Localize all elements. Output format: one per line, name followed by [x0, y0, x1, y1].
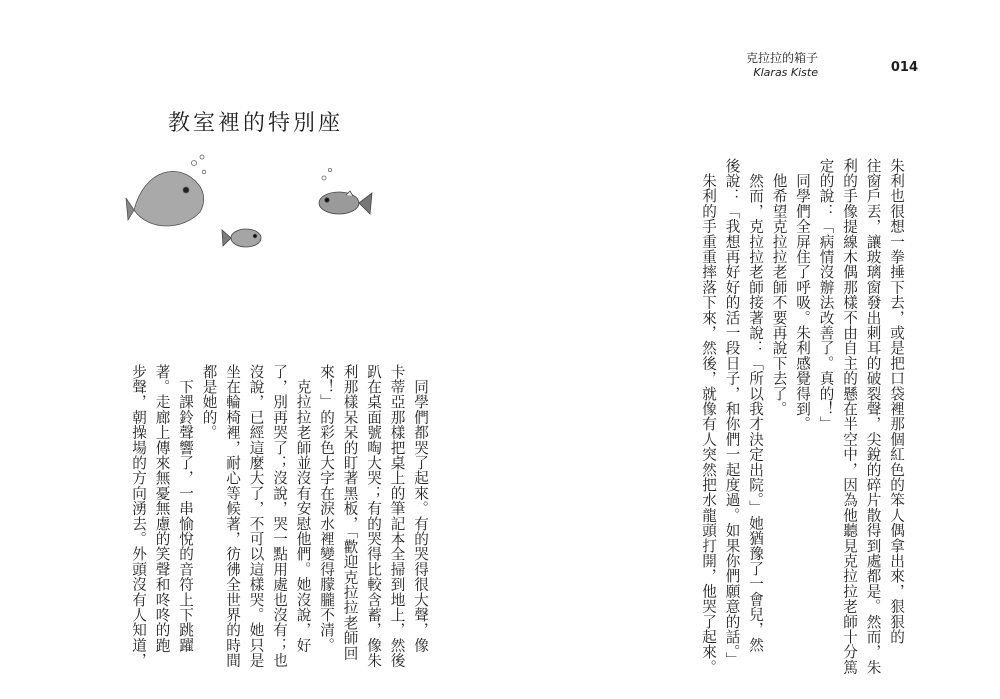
paragraph: 然而，克拉拉老師接著說：「所以我才決定出院。」她猶豫了一會兒，然: [747, 158, 764, 653]
book-title-de: Klaras Kiste: [753, 66, 818, 79]
paragraph: 了，別再哭了；沒說，哭一點用處也沒有；也: [271, 364, 288, 668]
paragraph: 都是她的。: [200, 364, 218, 440]
paragraph: 他希望克拉拉老師不要再說下去了。: [770, 158, 788, 417]
paragraph: 利的手像提線木偶那樣不由自主的懸在半空中，因為他聽見克拉拉老師十分篤: [841, 158, 858, 675]
big-fish: [126, 171, 204, 226]
bubbles: [192, 155, 332, 180]
left-page-body: [127, 364, 433, 668]
paragraph: 同學們全屏住了呼吸。朱利感覺得到。: [794, 158, 811, 432]
paragraph: 克拉拉老師並沒有安慰他們。她沒說，好: [294, 364, 312, 653]
paragraph: 往窗戶丟，讓玻璃窗發出刺耳的破裂聲，尖銳的碎片散得到處都是。然而，朱: [864, 158, 882, 675]
paragraph: 下課鈴聲響了，一串愉悅的音符上下跳躍: [177, 364, 194, 653]
right-page-body: [697, 158, 909, 675]
paragraph: 朱利也很想一拳捶下去，或是把口袋裡那個紅色的笨人偶拿出來，狠狠的: [888, 158, 905, 645]
paragraph: 利那樣呆呆的盯著黑板，「歡迎克拉拉老師回: [341, 364, 359, 661]
paragraph: 沒說，已經這麼大了，不可以這樣哭。她只是: [247, 364, 265, 668]
paragraph: 朱利的手重重摔落下來，然後，就像有人突然把水龍頭打開，他哭了起來。: [700, 158, 717, 675]
page-number: 014: [890, 60, 918, 75]
fish-illustration: [124, 150, 384, 260]
chapter-title: 教室裡的特別座: [168, 111, 344, 136]
small-fish-bottom: [222, 229, 261, 247]
paragraph: 趴在桌面號啕大哭；有的哭得比較含蓄，像朱: [365, 364, 382, 668]
small-fish-right: [319, 191, 372, 214]
paragraph: 步聲，朝操場的方向湧去。外頭沒有人知道，: [130, 364, 147, 668]
running-head: [746, 50, 818, 80]
paragraph: 卡蒂亞那樣把桌上的筆記本全掃到地上，然後: [388, 364, 406, 668]
paragraph: 同學們都哭了起來。有的哭得很大聲，像: [412, 364, 429, 653]
paragraph: 定的說：「病情沒辦法改善了。真的！」: [817, 158, 835, 432]
paragraph: 著。走廊上傳來無憂無慮的笑聲和咚咚的跑: [153, 364, 171, 653]
paragraph: 坐在輪椅裡，耐心等候著，彷彿全世界的時間: [224, 364, 241, 668]
paragraph: 後說：「我想再好好的活一段日子，和你們一起度過。如果你們願意的話。」: [723, 158, 741, 668]
book-title-zh: 克拉拉的箱子: [745, 51, 818, 65]
paragraph: 來！」的彩色大字在淚水裡變得朦朧不清。: [318, 364, 335, 653]
